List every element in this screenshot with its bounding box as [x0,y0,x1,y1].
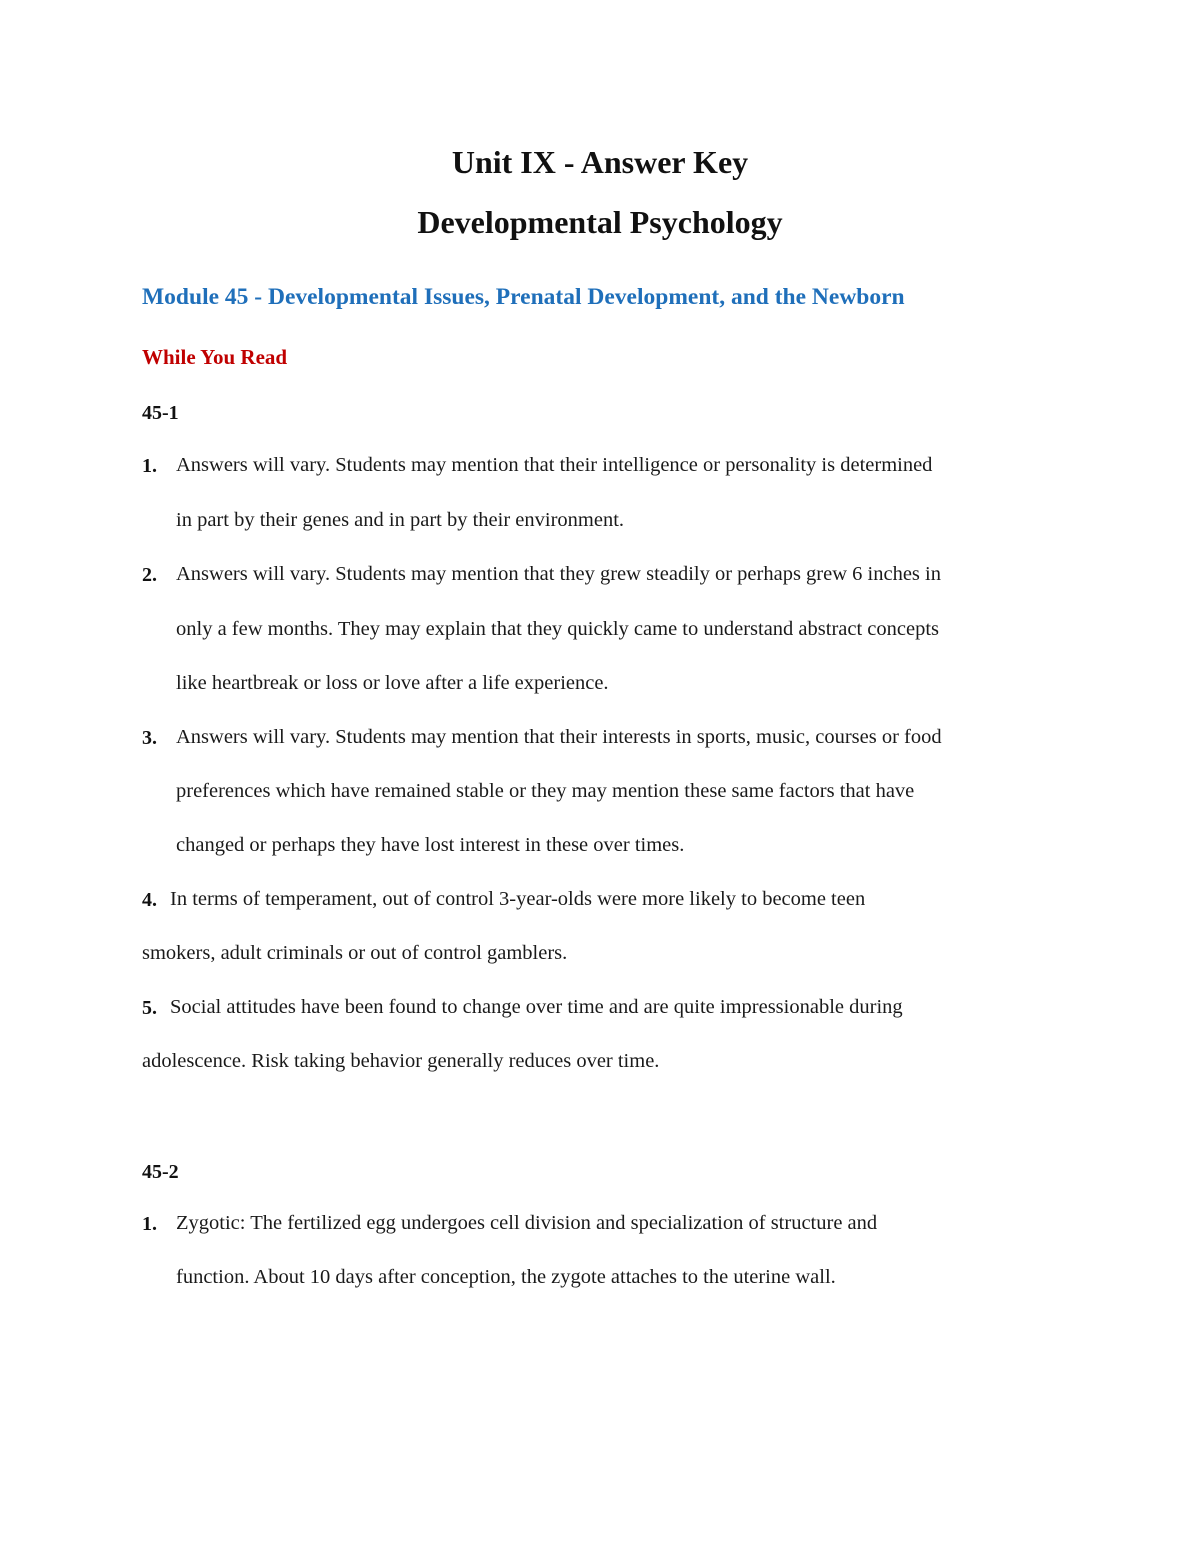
answer-line: like heartbreak or loss or love after a life experience. [176,672,609,694]
answer-line: only a few months. They may explain that they quickly came to understand abstract concepts [176,618,940,640]
document-title: Unit IX - Answer Key [451,144,749,180]
answer-line: preferences which have remained stable or they may mention these same factors that have [176,780,915,802]
answer-line: Social attitudes have been found to change over time and are quite impressionable during [170,996,903,1018]
answer-line: Answers will vary. Students may mention that their interests in sports, music, courses or food [176,726,942,748]
answer-line: In terms of temperament, out of control 3-year-olds were more likely to become teen [170,888,866,910]
module-heading: Module 45 - Developmental Issues, Prenatal Development, and the Newborn [142,284,905,310]
answer-line: changed or perhaps they have lost interest in these over times. [176,834,685,856]
item-number: 3. [142,727,157,749]
section-label: 45-1 [142,402,179,424]
item-number: 1. [142,1213,157,1235]
section-label: 45-2 [142,1161,179,1183]
answer-line: Answers will vary. Students may mention that their intelligence or personality is determined [176,454,933,476]
document-subtitle: Developmental Psychology [417,204,783,240]
answer-line: Zygotic: The fertilized egg undergoes cell division and specialization of structure and [176,1212,878,1234]
item-number: 2. [142,564,157,586]
while-you-read-heading: While You Read [142,345,288,369]
item-number: 5. [142,997,157,1019]
answer-line: Answers will vary. Students may mention that they grew steadily or perhaps grew 6 inches in [176,563,941,585]
answer-line: in part by their genes and in part by their environment. [176,509,625,531]
answer-line: adolescence. Risk taking behavior generally reduces over time. [142,1050,660,1072]
answer-line: smokers, adult criminals or out of control gamblers. [142,942,568,964]
item-number: 4. [142,889,157,911]
answer-line: function. About 10 days after conception, the zygote attaches to the uterine wall. [176,1266,836,1288]
item-number: 1. [142,455,157,477]
